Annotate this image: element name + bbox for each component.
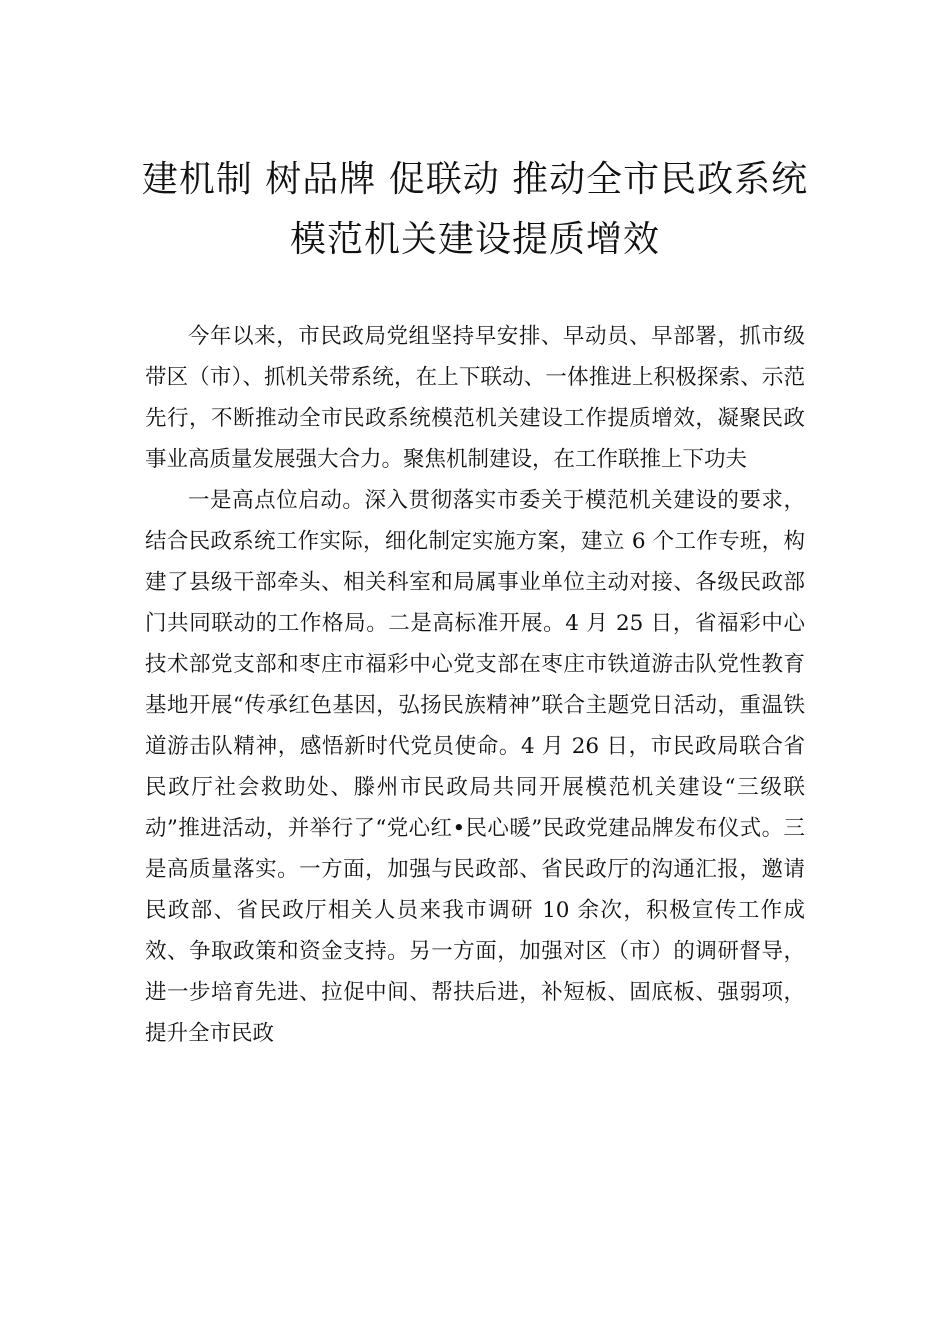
title-line-1: 建机制 树品牌 促联动 推动全市民政系统: [141, 159, 809, 200]
document-title: [100, 150, 850, 270]
paragraph-1: 今年以来，市民政局党组坚持早安排、早动员、早部署，抓市级带区（市）、抓机关带系统，在上下联动、一体推进上积极探索、示范先行，不断推动全市民政系统模范机关建设工作提质增效，凝聚民政事业高质量发展强大合力。聚焦机制建设，在工作联推上下功夫: [145, 324, 805, 472]
paragraph-2: 一是高点位启动。深入贯彻落实市委关于模范机关建设的要求，结合民政系统工作实际，细化制定实施方案，建立 6 个工作专班，构建了县级干部牵头、相关科室和局属事业单位主动对接、各级民政部门共同联动的工作格局。二是高标准开展。4 月 25 日，省福彩中心技术部党支部和枣庄市福彩中心党支部在枣庄市铁道游击队党性教育基地开展“传承红色基因，弘扬民族精神”联合主题党日活动，重温铁道游击队精神，感悟新时代党员使命。4 月 26 日，市民政局联合省民政厅社会救助处、滕州市民政局共同开展模范机关建设“三级联动”推进活动，并举行了“党心红•民心暖”民政党建品牌发布仪式。三是高质量落实。一方面，加强与民政部、省民政厅的沟通汇报，邀请民政部、省民政厅相关人员来我市调研 10 余次，积极宣传工作成效、争取政策和资金支持。另一方面，加强对区（市）的调研督导，进一步培育先进、拉促中间、帮扶后进，补短板、固底板、强弱项，提升全市民政: [145, 488, 805, 1046]
document-body: [145, 316, 805, 1054]
title-line-2: 模范机关建设提质增效: [289, 219, 660, 260]
